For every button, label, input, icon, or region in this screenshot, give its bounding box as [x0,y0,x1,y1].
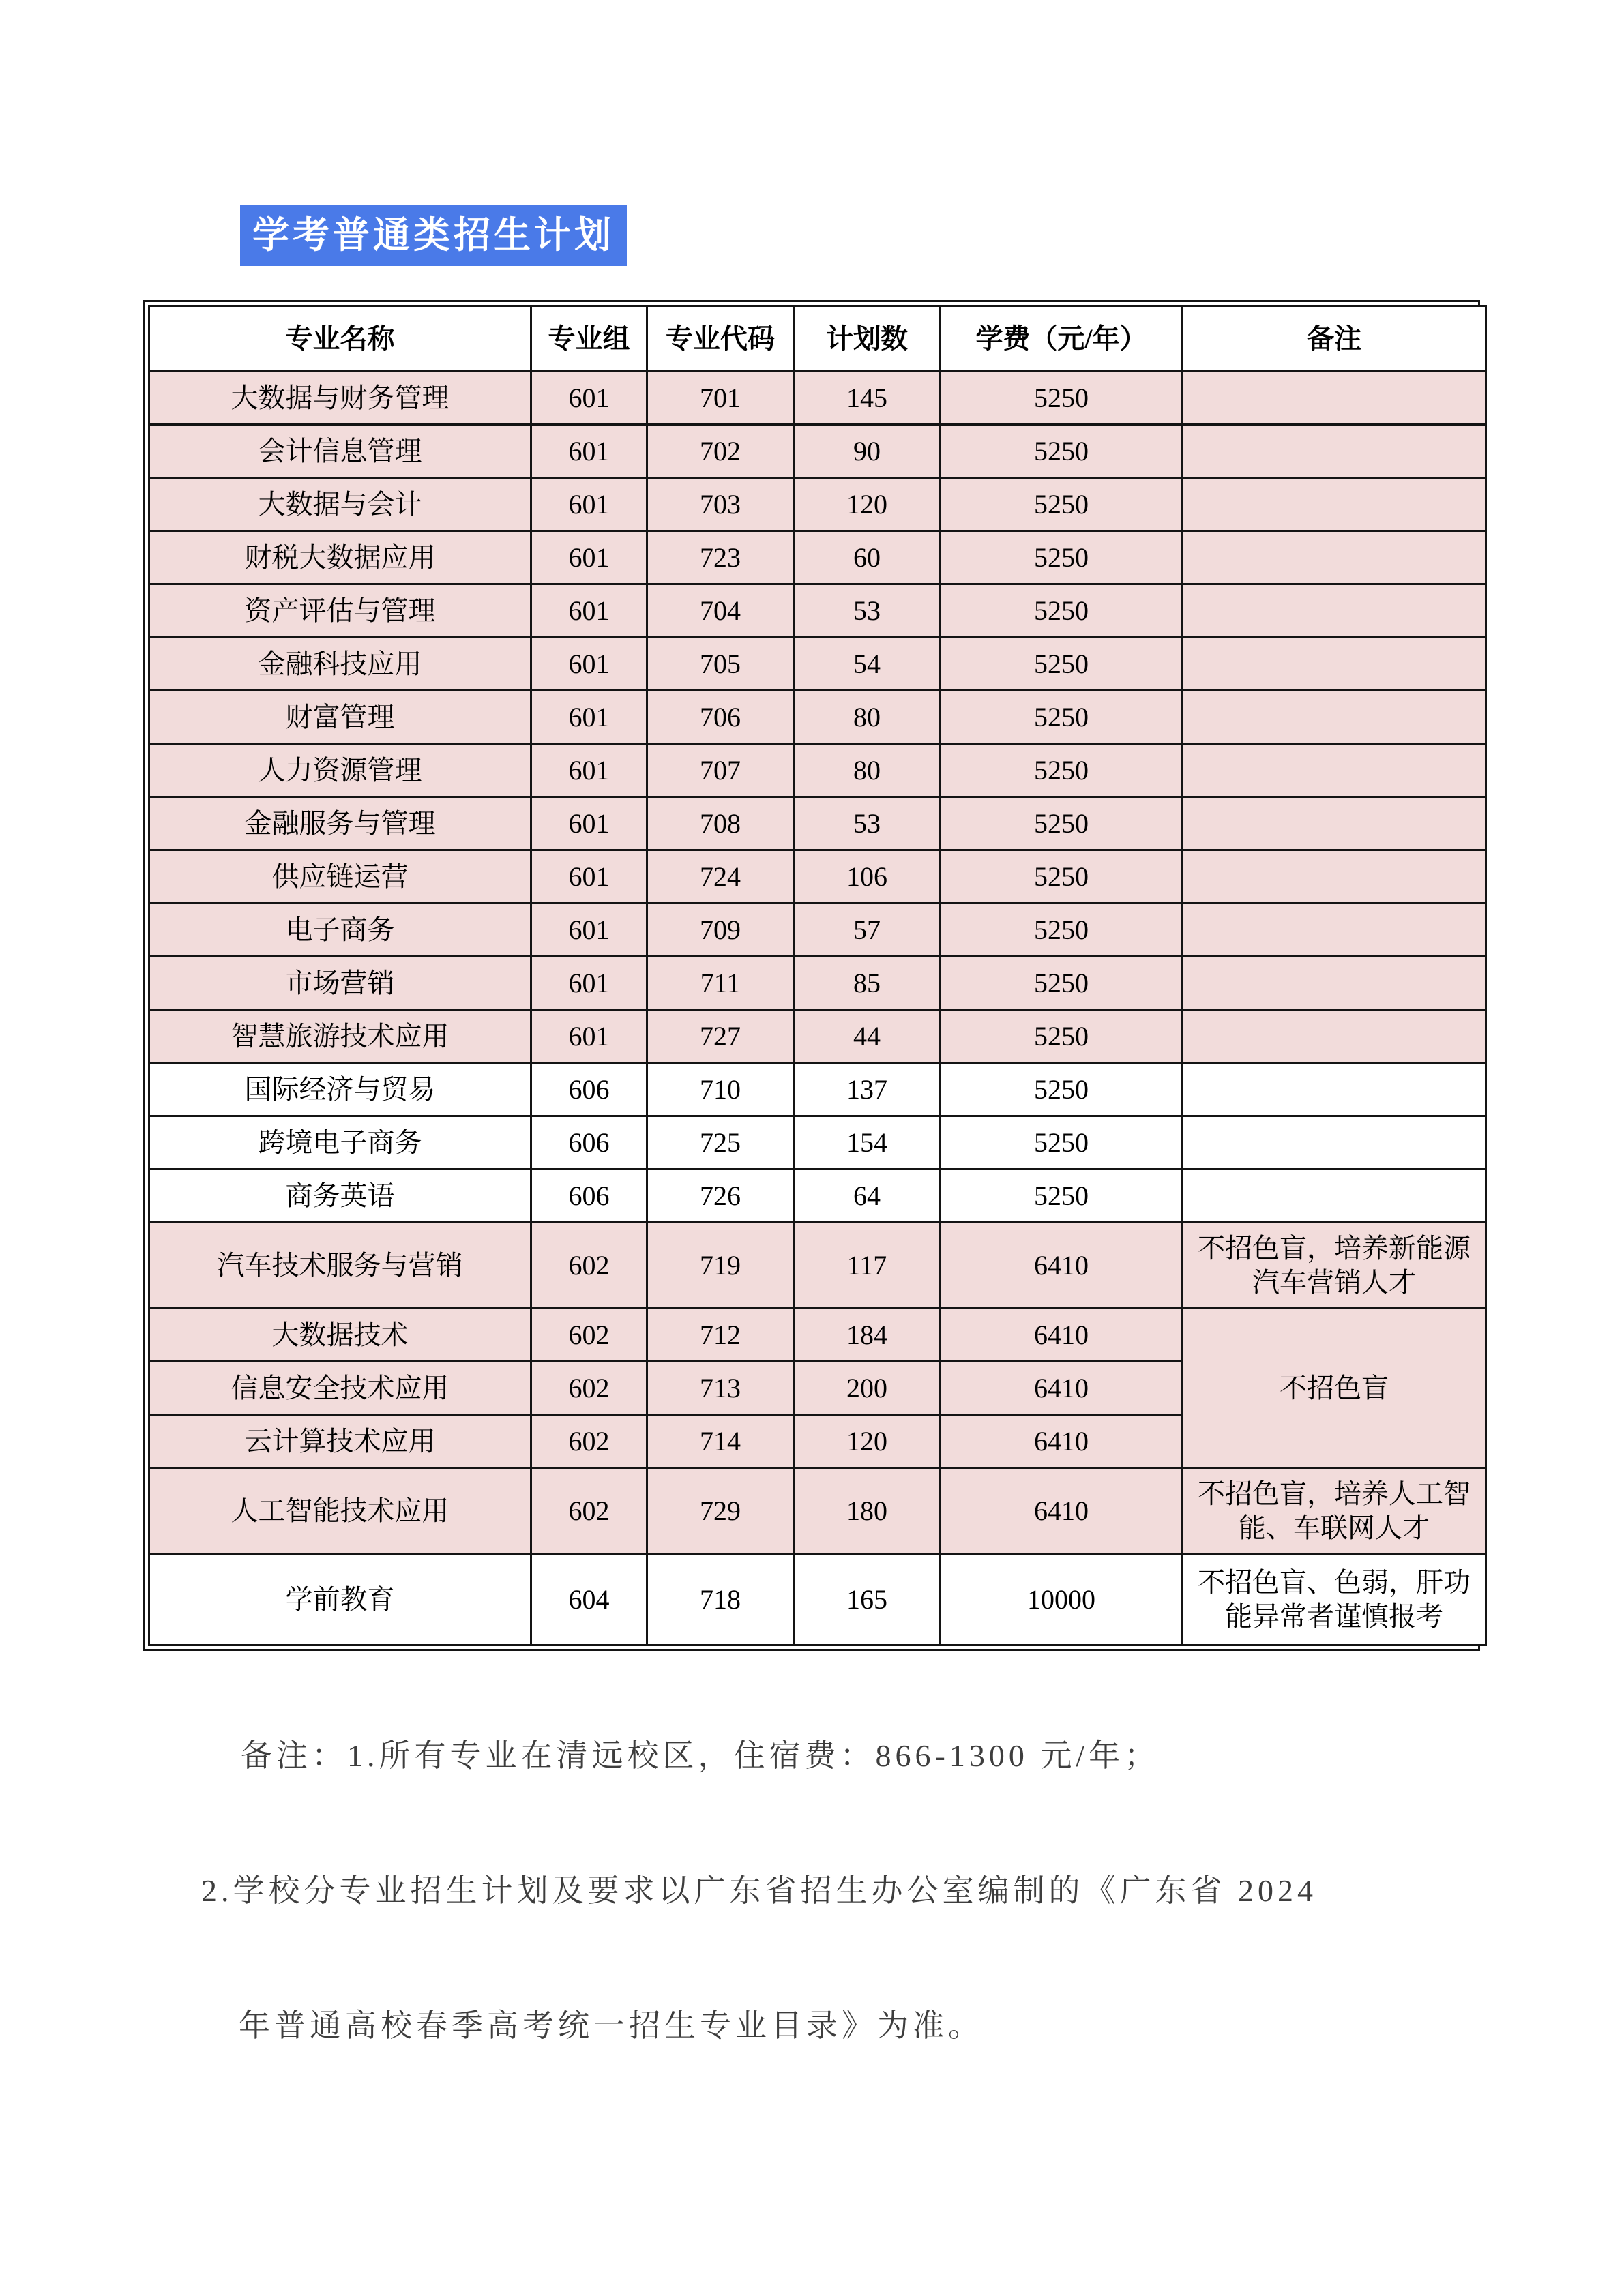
table-row [149,797,1486,850]
cell-code: 706 [647,691,794,744]
cell-group: 601 [531,638,647,691]
cell-fee: 5250 [941,744,1183,797]
table-row [149,1063,1486,1116]
cell-group: 604 [531,1554,647,1645]
cell-fee: 10000 [941,1554,1183,1645]
cell-major: 云计算技术应用 [149,1415,531,1468]
table-row [149,1223,1486,1309]
cell-major: 市场营销 [149,957,531,1010]
cell-major: 信息安全技术应用 [149,1362,531,1415]
cell-code: 708 [647,797,794,850]
table-header-row [149,306,1486,372]
cell-fee: 6410 [941,1468,1183,1554]
cell-remark: 不招色盲，培养人工智能、车联网人才 [1183,1468,1486,1554]
cell-fee: 6410 [941,1415,1183,1468]
cell-fee: 5250 [941,1063,1183,1116]
cell-group: 601 [531,957,647,1010]
cell-remark [1183,957,1486,1010]
cell-remark [1183,372,1486,425]
cell-fee: 5250 [941,850,1183,904]
cell-code: 718 [647,1554,794,1645]
cell-plan: 64 [794,1169,941,1223]
table-row [149,425,1486,478]
cell-group: 601 [531,797,647,850]
cell-plan: 137 [794,1063,941,1116]
header-cell: 学费（元/年） [941,306,1183,372]
cell-major: 人力资源管理 [149,744,531,797]
table-row [149,1468,1486,1554]
cell-fee: 5250 [941,372,1183,425]
table-row [149,691,1486,744]
cell-code: 714 [647,1415,794,1468]
cell-remark [1183,638,1486,691]
cell-major: 财税大数据应用 [149,531,531,584]
cell-group: 602 [531,1309,647,1362]
cell-group: 601 [531,850,647,904]
cell-plan: 165 [794,1554,941,1645]
cell-remark [1183,584,1486,638]
header-cell: 备注 [1183,306,1486,372]
table-row [149,584,1486,638]
cell-fee: 5250 [941,1116,1183,1169]
cell-group: 601 [531,584,647,638]
cell-major: 金融服务与管理 [149,797,531,850]
table-row [149,744,1486,797]
cell-code: 702 [647,425,794,478]
cell-fee: 5250 [941,638,1183,691]
cell-fee: 6410 [941,1223,1183,1309]
cell-code: 729 [647,1468,794,1554]
cell-code: 701 [647,372,794,425]
table-row [149,850,1486,904]
cell-plan: 117 [794,1223,941,1309]
cell-group: 601 [531,531,647,584]
table-row [149,372,1486,425]
cell-group: 601 [531,691,647,744]
cell-major: 智慧旅游技术应用 [149,1010,531,1063]
cell-code: 710 [647,1063,794,1116]
cell-fee: 5250 [941,797,1183,850]
cell-plan: 180 [794,1468,941,1554]
cell-plan: 200 [794,1362,941,1415]
cell-major: 汽车技术服务与营销 [149,1223,531,1309]
cell-group: 606 [531,1169,647,1223]
cell-major: 跨境电子商务 [149,1116,531,1169]
table-row [149,531,1486,584]
cell-code: 705 [647,638,794,691]
cell-plan: 80 [794,691,941,744]
cell-group: 602 [531,1468,647,1554]
cell-group: 606 [531,1063,647,1116]
header-cell: 专业组 [531,306,647,372]
table-row [149,1116,1486,1169]
table-row [149,638,1486,691]
cell-code: 726 [647,1169,794,1223]
table-row [149,1309,1486,1362]
cell-code: 712 [647,1309,794,1362]
cell-remark [1183,1169,1486,1223]
cell-plan: 120 [794,478,941,531]
cell-code: 725 [647,1116,794,1169]
cell-group: 601 [531,425,647,478]
cell-remark: 不招色盲、色弱，肝功能异常者谨慎报考 [1183,1554,1486,1645]
cell-remark: 不招色盲，培养新能源汽车营销人才 [1183,1223,1486,1309]
header-cell: 专业代码 [647,306,794,372]
cell-major: 大数据与财务管理 [149,372,531,425]
cell-major: 大数据技术 [149,1309,531,1362]
cell-major: 电子商务 [149,904,531,957]
cell-fee: 6410 [941,1309,1183,1362]
cell-remark [1183,691,1486,744]
cell-group: 601 [531,744,647,797]
cell-plan: 120 [794,1415,941,1468]
cell-remark [1183,1116,1486,1169]
cell-major: 大数据与会计 [149,478,531,531]
cell-group: 606 [531,1116,647,1169]
cell-remark [1183,425,1486,478]
table-row [149,904,1486,957]
cell-group: 601 [531,478,647,531]
cell-code: 707 [647,744,794,797]
cell-remark [1183,531,1486,584]
cell-plan: 54 [794,638,941,691]
cell-major: 资产评估与管理 [149,584,531,638]
table-row [149,1010,1486,1063]
note-line-2: 2.学校分专业招生计划及要求以广东省招生办公室编制的《广东省 2024 [201,1873,1317,1908]
table-row [149,1169,1486,1223]
note-line-3: 年普通高校春季高考统一招生专业目录》为准。 [239,2008,984,2043]
cell-remark [1183,850,1486,904]
cell-code: 727 [647,1010,794,1063]
cell-fee: 5250 [941,904,1183,957]
cell-plan: 44 [794,1010,941,1063]
cell-plan: 184 [794,1309,941,1362]
header-cell: 专业名称 [149,306,531,372]
cell-group: 602 [531,1362,647,1415]
cell-major: 供应链运营 [149,850,531,904]
cell-code: 703 [647,478,794,531]
cell-major: 学前教育 [149,1554,531,1645]
cell-group: 601 [531,904,647,957]
cell-code: 709 [647,904,794,957]
cell-fee: 5250 [941,1169,1183,1223]
cell-group: 601 [531,372,647,425]
cell-plan: 145 [794,372,941,425]
cell-major: 国际经济与贸易 [149,1063,531,1116]
cell-remark [1183,478,1486,531]
cell-plan: 53 [794,584,941,638]
admission-plan-table-frame [143,300,1480,1651]
cell-group: 602 [531,1415,647,1468]
cell-plan: 154 [794,1116,941,1169]
cell-code: 723 [647,531,794,584]
table-row [149,1554,1486,1645]
note-line-1: 备注：1.所有专业在清远校区，住宿费：866-1300 元/年； [241,1738,1160,1773]
footnotes [201,1735,1443,2140]
table-row [149,478,1486,531]
cell-major: 财富管理 [149,691,531,744]
cell-major: 金融科技应用 [149,638,531,691]
cell-fee: 5250 [941,584,1183,638]
cell-plan: 90 [794,425,941,478]
cell-plan: 85 [794,957,941,1010]
cell-code: 711 [647,957,794,1010]
cell-fee: 5250 [941,957,1183,1010]
cell-plan: 60 [794,531,941,584]
cell-fee: 5250 [941,425,1183,478]
page-title: 学考普通类招生计划 [240,205,627,266]
cell-code: 704 [647,584,794,638]
header-cell: 计划数 [794,306,941,372]
cell-code: 713 [647,1362,794,1415]
cell-fee: 6410 [941,1362,1183,1415]
cell-plan: 106 [794,850,941,904]
cell-remark [1183,904,1486,957]
cell-fee: 5250 [941,531,1183,584]
cell-plan: 53 [794,797,941,850]
cell-major: 人工智能技术应用 [149,1468,531,1554]
cell-remark [1183,1063,1486,1116]
cell-group: 602 [531,1223,647,1309]
cell-fee: 5250 [941,1010,1183,1063]
cell-major: 会计信息管理 [149,425,531,478]
cell-plan: 57 [794,904,941,957]
cell-fee: 5250 [941,478,1183,531]
cell-group: 601 [531,1010,647,1063]
cell-code: 724 [647,850,794,904]
cell-plan: 80 [794,744,941,797]
cell-remark [1183,744,1486,797]
cell-code: 719 [647,1223,794,1309]
cell-remark [1183,1010,1486,1063]
cell-fee: 5250 [941,691,1183,744]
cell-remark [1183,797,1486,850]
cell-major: 商务英语 [149,1169,531,1223]
admission-plan-table [148,305,1487,1646]
table-row [149,957,1486,1010]
cell-remark: 不招色盲 [1183,1309,1486,1468]
